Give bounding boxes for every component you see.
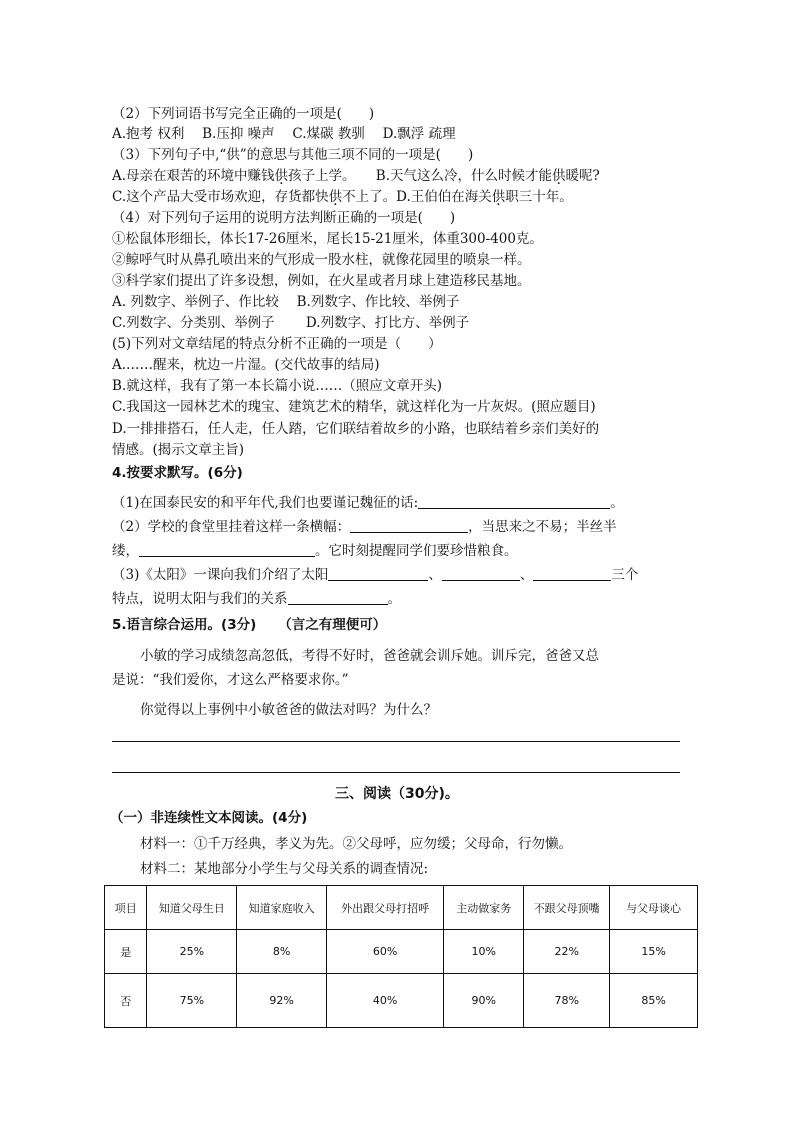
sec4-period: 。 [610,495,624,511]
q4-stem: （4）对下列句子运用的说明方法判断正确的一项是( ) [112,210,456,226]
sec4-separator: 、 [519,567,534,583]
q3-emphasis-char: 供 [328,189,343,205]
answer-blank-6[interactable] [533,566,611,581]
table-cell: 8% [237,930,327,974]
q4-sentence-2: ②鲸呼气时从鼻孔喷出来的气形成一股水柱，就像花园里的喷泉一样。 [112,252,531,268]
answer-blank-1[interactable] [418,494,610,509]
sec4-prompt-2-cont: ，当思来之不易；半丝半 [468,519,617,535]
section-5-note: （言之有理便可） [278,617,387,633]
survey-table [104,885,698,1028]
q4-options-ab: A. 列数字、举例子、作比较 B.列数字、作比较、举例子 [112,294,460,310]
sec4-line-3 [112,541,518,561]
sec4-line-5 [112,589,401,609]
q3-opt-d-end: 职三十年。 [505,189,573,205]
table-cell: 60% [327,930,444,974]
table-cell: 92% [237,974,327,1028]
answer-blank-4[interactable] [328,566,428,581]
sec4-prompt-4-cont: 三个 [611,567,639,583]
sec4-period: 。 [387,591,401,607]
q3-stem: （3）下列句子中,“供”的意思与其他三项不同的一项是( ) [112,147,474,163]
sec4-line-2 [112,517,617,537]
sec5-question: 你觉得以上事例中小敏爸爸的做法对吗？为什么？ [140,702,437,718]
sec5-paragraph-2: 是说：“我们爱你，才这么严格要求你。” [112,672,349,688]
answer-blank-2[interactable] [350,518,468,533]
reading-subsection-title: （一）非连续性文本阅读。(4分) [110,810,308,826]
q4-sentence-1: ①松鼠体形细长，体长17-26厘米，尾长15-21厘米，体重300-400克。 [112,231,543,247]
sec4-prompt-1: （1)在国泰民安的和平年代,我们也要谨记魏征的话: [112,495,419,511]
q5-stem: (5)下列对文章结尾的特点分析不正确的一项是（ ） [112,336,442,352]
table-header-cell: 项目 [105,886,147,930]
sec4-prompt-3-cont: 。它时刻提醒同学们要珍惜粮食。 [315,543,518,559]
sec4-prompt-3: 缕， [112,543,139,559]
q3-options-ab [112,166,600,186]
table-header-cell: 与父母谈心 [610,886,698,930]
answer-line-2[interactable] [112,772,680,773]
table-cell: 15% [610,930,698,974]
table-row-label: 是 [105,930,147,974]
table-header-cell: 知道家庭收入 [237,886,327,930]
q3-opt-b-text: 孩子上学。 B.天气这么冷，什么时候才能 [288,168,553,184]
table-header-cell: 不跟父母顶嘴 [524,886,610,930]
q5-option-d-cont: 情感。(揭示文章主旨) [112,442,245,458]
q3-opt-b-end: 暖呢? [565,168,600,184]
q3-emphasis-char: 供 [491,189,506,205]
table-header-cell: 知道父母生日 [147,886,237,930]
q3-options-cd [112,187,573,207]
table-cell: 40% [327,974,444,1028]
section-5-heading: 5.语言综合运用。(3分) [112,617,257,633]
q3-emphasis-char: 供 [274,168,289,184]
answer-blank-7[interactable] [288,590,388,605]
q4-options-cd: C.列数字、分类别、举例子 D.列数字、打比方、举例子 [112,315,470,331]
table-cell: 90% [444,974,524,1028]
table-row-label: 否 [105,974,147,1028]
q3-emphasis-char: 供 [552,168,566,184]
sec5-paragraph-1: 小敏的学习成绩忽高忽低，考得不好时，爸爸就会训斥她。训斥完，爸爸又总 [140,648,599,664]
section-5-title [112,615,386,635]
material-1: 材料一：①千万经典，孝义为先。②父母呼，应勿缓；父母命，行勿懒。 [140,836,572,852]
table-cell: 78% [524,974,610,1028]
answer-blank-3[interactable] [139,542,315,557]
table-header-cell: 主动做家务 [444,886,524,930]
q2-options: A.抱考 权利 B.压抑 噪声 C.煤碳 教驯 D.飘浮 疏理 [112,126,456,142]
reading-section-title: 三、阅读（30分)。 [335,786,459,802]
q3-opt-d-text: 不上了。D.王伯伯在海关 [342,189,492,205]
table-row [105,930,698,974]
sec4-separator: 、 [428,567,442,583]
q4-sentence-3: ③科学家们提出了许多设想，例如，在火星或者月球上建造移民基地。 [112,273,531,289]
table-cell: 25% [147,930,237,974]
q5-option-c: C.我国这一园林艺术的瑰宝、建筑艺术的精华，就这样化为一片灰烬。(照应题目) [112,399,596,415]
q5-option-b: B.就这样，我有了第一本长篇小说……（照应文章开头) [112,378,442,394]
answer-line-1[interactable] [112,741,680,742]
section-4-title: 4.按要求默写。(6分) [112,465,243,481]
table-cell: 10% [444,930,524,974]
table-header-row [105,886,698,930]
q3-opt-c-text: C.这个产品大受市场欢迎，存货都快 [112,189,329,205]
q3-opt-a-text: A.母亲在艰苦的环境中赚钱 [112,168,275,184]
sec4-prompt-5: 特点，说明太阳与我们的关系 [112,591,288,607]
sec4-line-4 [112,565,638,585]
answer-blank-5[interactable] [442,566,520,581]
q5-option-a: A.……醒来，枕边一片湿。(交代故事的结局) [112,357,380,373]
sec4-prompt-4: （3)《太阳》一课向我们介绍了太阳 [112,567,329,583]
table-cell: 22% [524,930,610,974]
q2-stem: （2）下列词语书写完全正确的一项是( ) [112,106,375,122]
material-2: 材料二：某地部分小学生与父母关系的调查情况: [140,861,429,877]
table-row [105,974,698,1028]
table-cell: 85% [610,974,698,1028]
q5-option-d: D.一排排搭石，任人走，任人踏，它们联结着故乡的小路，也联结着乡亲们美好的 [112,421,600,437]
table-header-cell: 外出跟父母打招呼 [327,886,444,930]
sec4-line-1 [112,493,624,513]
sec4-prompt-2: （2）学校的食堂里挂着这样一条横幅： [112,519,351,535]
table-cell: 75% [147,974,237,1028]
